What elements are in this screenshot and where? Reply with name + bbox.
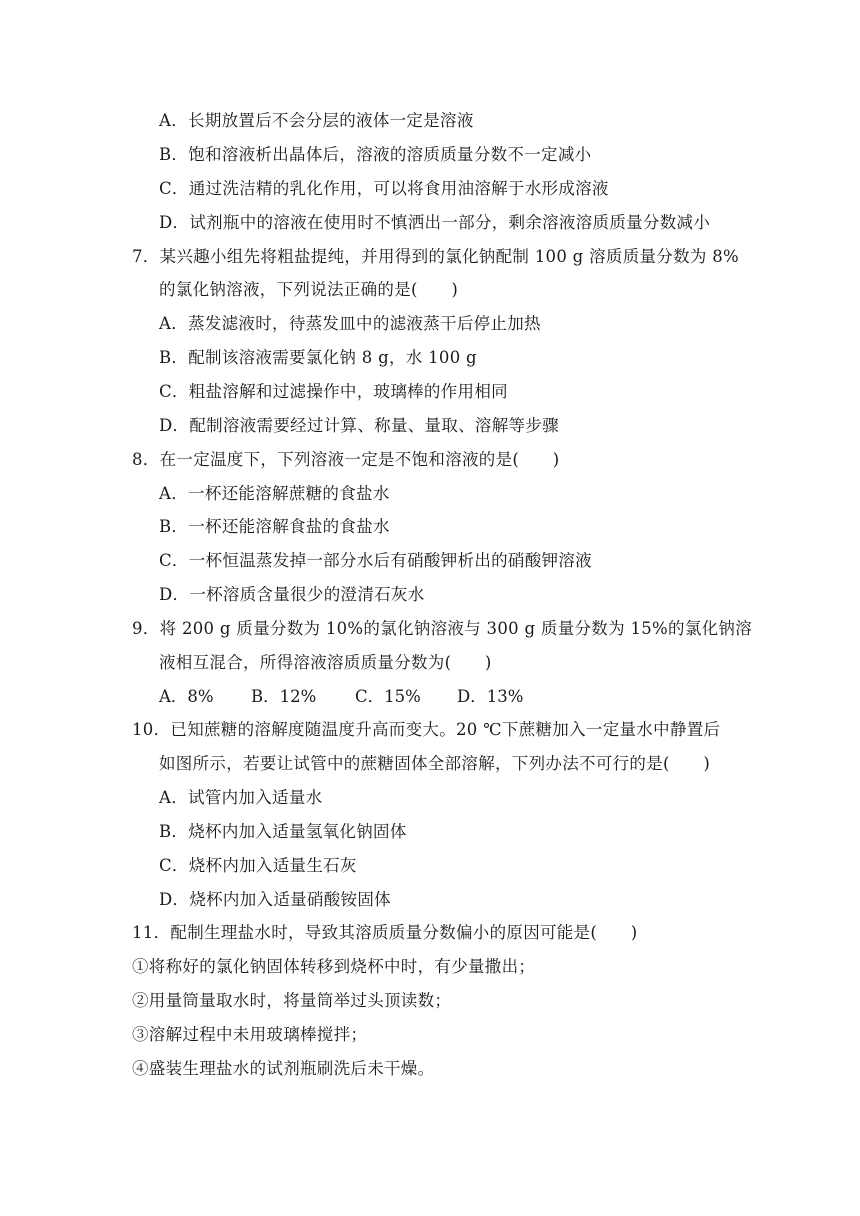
q7-stem-line1: 7．某兴趣小组先将粗盐提纯，并用得到的氯化钠配制 100 g 溶质质量分数为 8%: [132, 247, 740, 266]
q9-option-c: C．15%: [355, 687, 421, 706]
q7-option-d: D．配制溶液需要经过计算、称量、量取、溶解等步骤: [159, 416, 559, 435]
q10-option-b: B．烧杯内加入适量氢氧化钠固体: [159, 822, 407, 841]
q6-option-a: A．长期放置后不会分层的液体一定是溶液: [159, 111, 474, 130]
q9-option-a: A．8%: [159, 687, 214, 706]
q7-stem-line2: 的氯化钠溶液，下列说法正确的是( ): [159, 280, 459, 299]
q7-option-a: A．蒸发滤液时，待蒸发皿中的滤液蒸干后停止加热: [159, 314, 541, 333]
q10-option-d: D．烧杯内加入适量硝酸铵固体: [159, 890, 391, 909]
q11-item-3: ③溶解过程中未用玻璃棒搅拌；: [132, 1025, 368, 1044]
q11-item-4: ④盛装生理盐水的试剂瓶刷洗后未干燥。: [132, 1059, 435, 1078]
q9-stem-line2: 液相互混合，所得溶液溶质质量分数为( ): [159, 653, 492, 672]
q9-options-row: [159, 686, 523, 708]
q8-option-d: D．一杯溶质含量很少的澄清石灰水: [159, 585, 425, 604]
q8-option-b: B．一杯还能溶解食盐的食盐水: [159, 517, 390, 536]
q10-option-a: A．试管内加入适量水: [159, 788, 323, 807]
q11-item-2: ②用量筒量取水时，将量筒举过头顶读数；: [132, 991, 452, 1010]
q8-option-c: C．一杯恒温蒸发掉一部分水后有硝酸钾析出的硝酸钾溶液: [159, 551, 592, 570]
q7-option-b: B．配制该溶液需要氯化钠 8 g，水 100 g: [159, 348, 477, 367]
q9-option-b: B．12%: [251, 687, 317, 706]
q6-option-d: D．试剂瓶中的溶液在使用时不慎洒出一部分，剩余溶液溶质质量分数减小: [159, 213, 711, 232]
q9-stem-line1: 9．将 200 g 质量分数为 10%的氯化钠溶液与 300 g 质量分数为 15%的氯化钠溶: [132, 619, 753, 638]
q10-stem-line2: 如图所示，若要让试管中的蔗糖固体全部溶解，下列办法不可行的是( ): [159, 754, 711, 773]
q8-option-a: A．一杯还能溶解蔗糖的食盐水: [159, 484, 390, 503]
q6-option-c: C．通过洗洁精的乳化作用，可以将食用油溶解于水形成溶液: [159, 179, 609, 198]
q10-stem-line1: 10．已知蔗糖的溶解度随温度升高而变大。20 ℃下蔗糖加入一定量水中静置后: [132, 720, 721, 739]
q7-option-c: C．粗盐溶解和过滤操作中，玻璃棒的作用相同: [159, 382, 508, 401]
q9-option-d: D．13%: [457, 687, 524, 706]
q8-stem-line1: 8．在一定温度下，下列溶液一定是不饱和溶液的是( ): [132, 450, 560, 469]
q11-stem-line1: 11．配制生理盐水时，导致其溶质质量分数偏小的原因可能是( ): [132, 923, 638, 942]
q10-option-c: C．烧杯内加入适量生石灰: [159, 856, 357, 875]
q6-option-b: B．饱和溶液析出晶体后，溶液的溶质质量分数不一定减小: [159, 145, 592, 164]
q11-item-1: ①将称好的氯化钠固体转移到烧杯中时，有少量撒出；: [132, 957, 536, 976]
